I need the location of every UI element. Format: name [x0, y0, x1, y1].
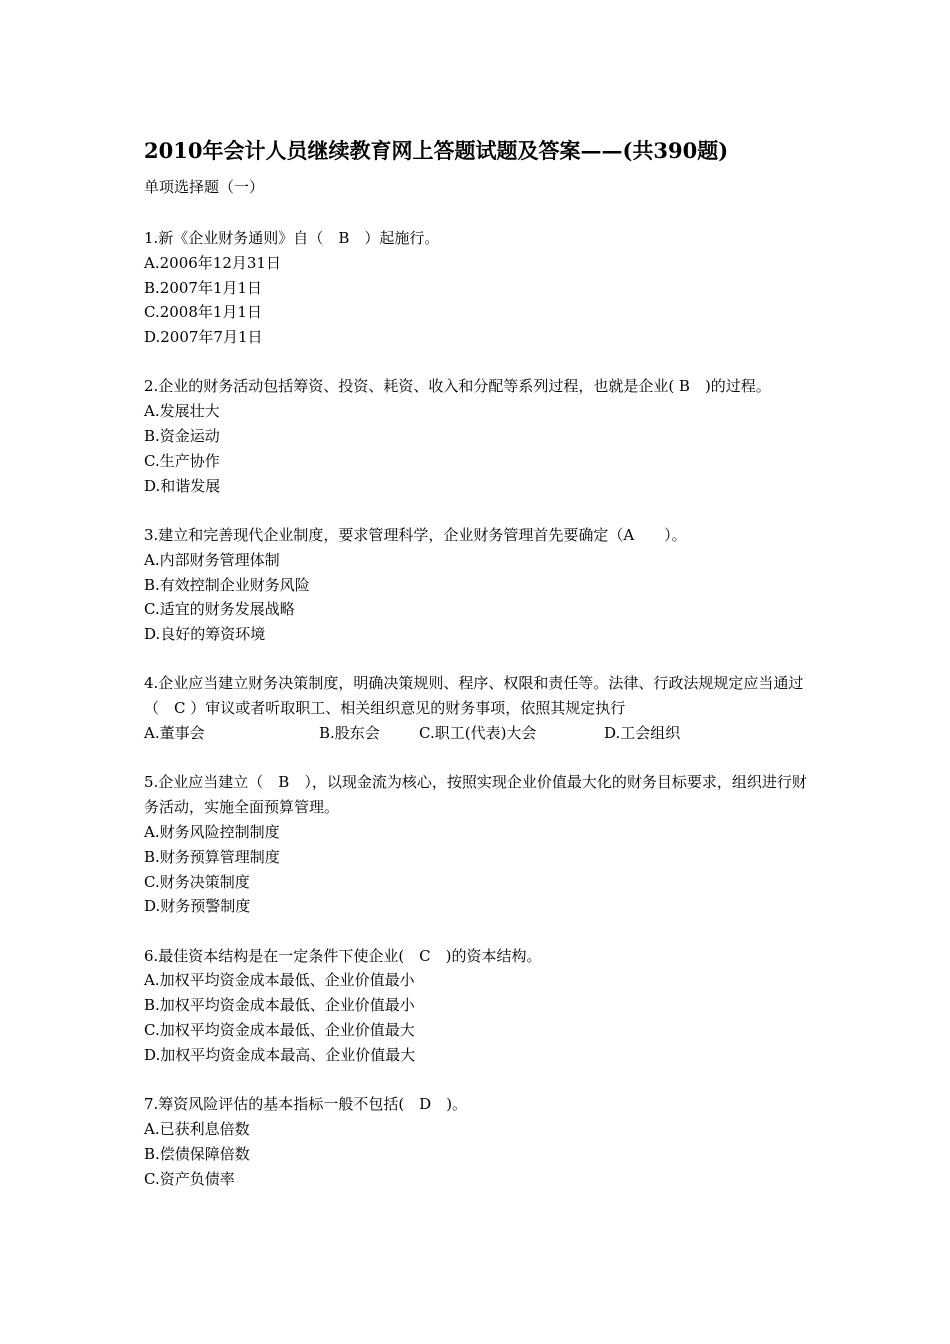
option-c: C.职工(代表)大会 [419, 724, 537, 743]
option-a: A.内部财务管理体制 [144, 550, 280, 569]
question-stem: 3.建立和完善现代企业制度，要求管理科学，企业财务管理首先要确定（A ）。 [144, 525, 687, 544]
question-5 [144, 770, 814, 919]
question-4 [144, 671, 814, 745]
question-stem: 2.企业的财务活动包括筹资、投资、耗资、收入和分配等系列过程，也就是企业( B )的过程。 [144, 377, 771, 396]
option-c: C.适宜的财务发展战略 [144, 600, 295, 619]
option-d: D.良好的筹资环境 [144, 625, 266, 644]
option-b: B.加权平均资金成本最低、企业价值最小 [144, 996, 415, 1015]
question-stem: 5.企业应当建立（ B ），以现金流为核心，按照实现企业价值最大化的财务目标要求，组织进行财务活动，实施全面预算管理。 [144, 773, 807, 817]
option-d: D.财务预警制度 [144, 897, 251, 916]
question-stem: 1.新《企业财务通则》自（ B ）起施行。 [144, 229, 440, 247]
option-a: A.财务风险控制制度 [144, 822, 280, 841]
question-2 [144, 374, 814, 498]
question-6 [144, 944, 814, 1068]
option-a: A.董事会 [144, 724, 205, 743]
option-d: D.和谐发展 [144, 476, 221, 495]
option-d: D.加权平均资金成本最高、企业价值最大 [144, 1045, 416, 1064]
option-b: B.财务预算管理制度 [144, 847, 280, 866]
option-b: B.资金运动 [144, 427, 220, 446]
question-stem: 6.最佳资本结构是在一定条件下使企业( C )的资本结构。 [144, 946, 542, 965]
question-7 [144, 1092, 814, 1191]
option-a: A.已获利息倍数 [144, 1119, 250, 1138]
option-a: A.加权平均资金成本最低、企业价值最小 [144, 971, 415, 990]
option-b: B.偿债保障倍数 [144, 1144, 250, 1163]
section-heading: 单项选择题（一） [144, 178, 265, 196]
question-3 [144, 523, 814, 647]
option-c: C.加权平均资金成本最低、企业价值最大 [144, 1021, 415, 1040]
document-title: 2010年会计人员继续教育网上答题试题及答案——(共390题) [144, 138, 729, 163]
option-d: D.工会组织 [604, 724, 681, 743]
option-a: A.发展壮大 [144, 402, 220, 421]
option-b: B.2007年1月1日 [144, 278, 263, 297]
option-c: C.2008年1月1日 [144, 303, 262, 322]
question-1 [144, 226, 814, 350]
question-list [144, 226, 814, 1216]
option-a: A.2006年12月31日 [144, 253, 281, 272]
option-c: C.资产负债率 [144, 1169, 235, 1188]
inline-options [144, 721, 814, 746]
option-c: C.生产协作 [144, 451, 220, 470]
option-b: B.有效控制企业财务风险 [144, 575, 310, 594]
option-b: B.股东会 [319, 724, 380, 743]
question-stem: 4.企业应当建立财务决策制度，明确决策规则、程序、权限和责任等。法律、行政法规规定应当通过（ C ）审议或者听取职工、相关组织意见的财务事项，依照其规定执行 [144, 674, 804, 718]
option-c: C.财务决策制度 [144, 872, 250, 891]
option-d: D.2007年7月1日 [144, 328, 263, 347]
question-stem: 7.筹资风险评估的基本指标一般不包括( D )。 [144, 1095, 468, 1114]
